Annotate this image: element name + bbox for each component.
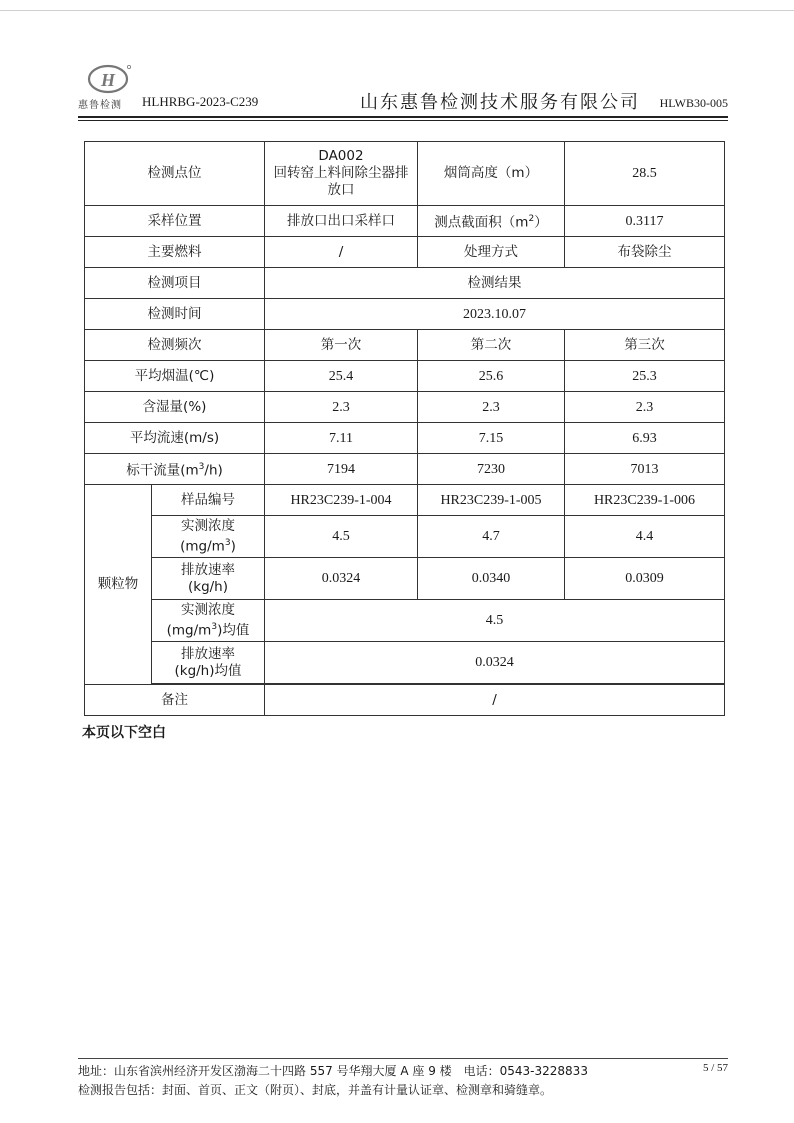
conc-avg-label-a: 实测浓度 bbox=[181, 601, 235, 618]
conc-label-b: (mg/m bbox=[180, 538, 225, 555]
velocity-3: 6.93 bbox=[565, 423, 725, 454]
top-border-line bbox=[0, 10, 794, 11]
header-rule bbox=[78, 116, 728, 118]
section-area-label-text: 测点截面积（m bbox=[434, 214, 529, 231]
conc-avg-label bbox=[152, 600, 265, 642]
point-cell bbox=[265, 142, 418, 206]
flow-label bbox=[85, 454, 265, 485]
treatment-label: 处理方式 bbox=[418, 237, 565, 268]
rate-avg-label-b: (kg/h)均值 bbox=[174, 662, 242, 679]
item-value: 检测结果 bbox=[265, 268, 725, 299]
form-number: HLWB30-005 bbox=[659, 96, 728, 110]
header-rule-thin bbox=[78, 120, 728, 121]
temp-2: 25.6 bbox=[418, 361, 565, 392]
conc-avg-label-c: )均值 bbox=[217, 622, 250, 639]
point-code: DA002 bbox=[318, 148, 364, 164]
sampling-pos-label: 采样位置 bbox=[85, 206, 265, 237]
logo-text: 惠鲁检测 bbox=[78, 100, 122, 111]
table-row bbox=[85, 299, 725, 330]
footer-rule bbox=[78, 1058, 728, 1059]
moisture-1: 2.3 bbox=[265, 392, 418, 423]
particulate-label: 颗粒物 bbox=[85, 485, 152, 685]
rate-3: 0.0309 bbox=[565, 558, 725, 600]
moisture-3: 2.3 bbox=[565, 392, 725, 423]
sample-no-1: HR23C239-1-004 bbox=[265, 485, 418, 516]
point-label: 检测点位 bbox=[85, 142, 265, 206]
rate-label bbox=[152, 558, 265, 600]
freq-label: 检测频次 bbox=[85, 330, 265, 361]
conc-label-c: ) bbox=[230, 538, 236, 555]
freq-2: 第二次 bbox=[418, 330, 565, 361]
section-area-close: ） bbox=[534, 214, 548, 231]
freq-1: 第一次 bbox=[265, 330, 418, 361]
results-table bbox=[84, 141, 725, 716]
remark-label: 备注 bbox=[85, 685, 265, 716]
flow-2: 7230 bbox=[418, 454, 565, 485]
table-row bbox=[85, 454, 725, 485]
svg-text:H: H bbox=[100, 70, 116, 90]
table-row bbox=[85, 206, 725, 237]
point-name: 回转窑上料间除尘器排放口 bbox=[273, 165, 409, 198]
section-area-value: 0.3117 bbox=[565, 206, 725, 237]
rate-1: 0.0324 bbox=[265, 558, 418, 600]
page-number: 5 / 57 bbox=[702, 1062, 728, 1074]
moisture-2: 2.3 bbox=[418, 392, 565, 423]
fuel-label: 主要燃料 bbox=[85, 237, 265, 268]
fuel-value: / bbox=[265, 237, 418, 268]
temp-label: 平均烟温(℃) bbox=[85, 361, 265, 392]
footer-contents: 检测报告包括：封面、首页、正文（附页）、封底，并盖有计量认证章、检测章和骑缝章。 bbox=[78, 1083, 553, 1097]
conc-avg-label-unit bbox=[154, 619, 262, 640]
velocity-2: 7.15 bbox=[418, 423, 565, 454]
rate-avg-label-a: 排放速率 bbox=[181, 645, 235, 662]
moisture-label: 含湿量(%) bbox=[85, 392, 265, 423]
conc-avg-label-sup: 3 bbox=[211, 621, 218, 632]
table-row bbox=[85, 423, 725, 454]
item-label: 检测项目 bbox=[85, 268, 265, 299]
table-row bbox=[85, 485, 725, 516]
temp-3: 25.3 bbox=[565, 361, 725, 392]
sampling-pos-value: 排放口出口采样口 bbox=[265, 206, 418, 237]
remark-value: / bbox=[265, 685, 725, 716]
flow-label-b: /h) bbox=[204, 462, 223, 479]
temp-1: 25.4 bbox=[265, 361, 418, 392]
freq-3: 第三次 bbox=[565, 330, 725, 361]
conc-avg-value: 4.5 bbox=[265, 600, 725, 642]
conc-label-a: 实测浓度 bbox=[181, 517, 235, 534]
flow-3: 7013 bbox=[565, 454, 725, 485]
stack-height-value: 28.5 bbox=[565, 142, 725, 206]
conc-label bbox=[152, 516, 265, 558]
flow-label-a: 标干流量(m bbox=[126, 462, 199, 479]
rate-2: 0.0340 bbox=[418, 558, 565, 600]
company-name: 山东惠鲁检测技术服务有限公司 bbox=[360, 92, 640, 113]
table-row bbox=[85, 268, 725, 299]
conc-label-sup: 3 bbox=[224, 537, 231, 548]
time-value: 2023.10.07 bbox=[265, 299, 725, 330]
conc-label-unit bbox=[154, 535, 262, 556]
conc-1: 4.5 bbox=[265, 516, 418, 558]
sample-no-label: 样品编号 bbox=[152, 485, 265, 516]
treatment-value: 布袋除尘 bbox=[565, 237, 725, 268]
flow-label-sup: 3 bbox=[198, 461, 205, 472]
table-row bbox=[85, 361, 725, 392]
table-row bbox=[85, 392, 725, 423]
conc-3: 4.4 bbox=[565, 516, 725, 558]
section-area-label bbox=[418, 206, 565, 237]
table-row bbox=[85, 237, 725, 268]
velocity-label: 平均流速(m/s) bbox=[85, 423, 265, 454]
page-header bbox=[78, 58, 728, 120]
velocity-1: 7.11 bbox=[265, 423, 418, 454]
conc-2: 4.7 bbox=[418, 516, 565, 558]
sample-no-2: HR23C239-1-005 bbox=[418, 485, 565, 516]
time-label: 检测时间 bbox=[85, 299, 265, 330]
section-area-sup: 2 bbox=[528, 213, 535, 224]
table-row bbox=[85, 330, 725, 361]
flow-1: 7194 bbox=[265, 454, 418, 485]
table-row bbox=[85, 516, 725, 558]
table-row bbox=[85, 600, 725, 642]
conc-avg-label-b: (mg/m bbox=[166, 622, 212, 639]
table-row bbox=[85, 685, 725, 716]
sample-no-3: HR23C239-1-006 bbox=[565, 485, 725, 516]
rate-avg-value: 0.0324 bbox=[265, 642, 725, 684]
report-number: HLHRBG-2023-C239 bbox=[142, 94, 259, 109]
stack-height-label: 烟筒高度（m） bbox=[418, 142, 565, 206]
rate-label-b: (kg/h) bbox=[187, 578, 229, 595]
rate-label-a: 排放速率 bbox=[181, 561, 235, 578]
table-row bbox=[85, 642, 725, 684]
rate-avg-label bbox=[152, 642, 265, 684]
footer-address: 地址：山东省滨州经济开发区渤海二十四路 557 号华翔大厦 A 座 9 楼 电话：0543-3228833 bbox=[78, 1064, 588, 1078]
blank-below-note: 本页以下空白 bbox=[82, 725, 166, 741]
table-row bbox=[85, 558, 725, 600]
table-row bbox=[85, 142, 725, 206]
